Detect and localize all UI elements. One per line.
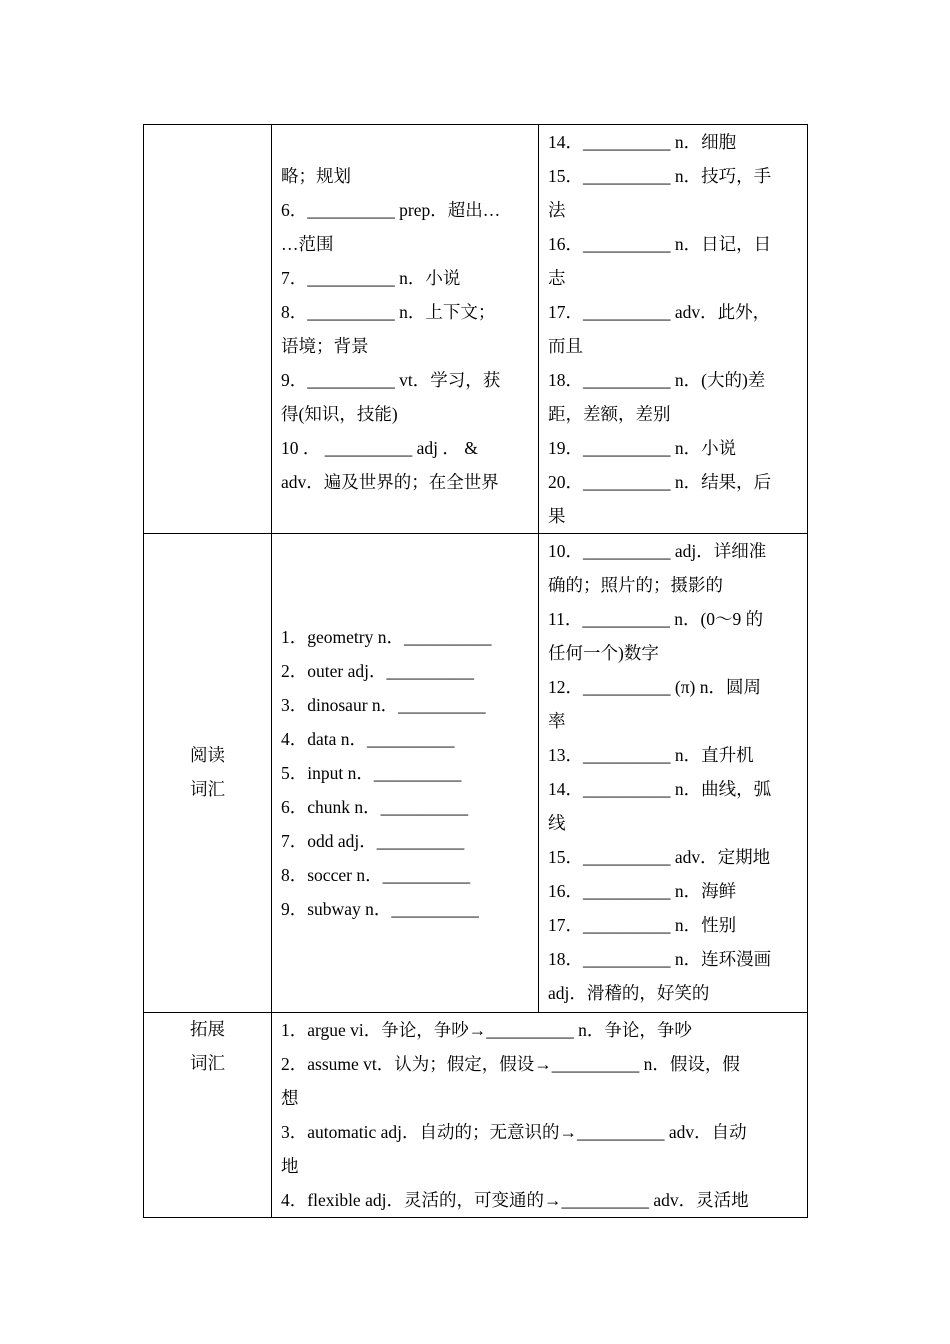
list-item: 13．__________ n．直升机 [548,745,754,765]
row-label-empty [144,125,272,534]
list-item: 4．data n．__________ [281,729,455,749]
list-item: 15．__________ n．技巧，手 [548,166,772,186]
list-item: 17．__________ n．性别 [548,915,737,935]
list-item: 任何一个)数字 [548,643,659,663]
extension-word-list-cell [272,1013,808,1218]
table-row [144,125,808,534]
list-item: 7．__________ n．小说 [281,268,461,288]
list-item: 3．automatic adj．自动的；无意识的→__________ adv．自动 [281,1122,747,1142]
list-item: 志 [548,268,566,288]
list-item: 果 [548,506,566,526]
table-row [144,1013,808,1218]
list-item: 8．__________ n．上下文； [281,302,496,322]
list-item: 14．__________ n．细胞 [548,132,737,152]
list-item: 2．outer adj．__________ [281,661,474,681]
list-item: 16．__________ n．海鲜 [548,881,737,901]
word-list-cell [539,125,808,534]
list-item: 确的；照片的；摄影的 [548,575,723,595]
word-list-cell [272,125,539,534]
list-item: 15．__________ adv．定期地 [548,847,771,867]
list-item: 地 [281,1156,299,1176]
list-item: 12．__________ (π) n．圆周 [548,677,761,697]
list-item: 法 [548,200,566,220]
list-item: 6．__________ prep．超出… [281,200,501,220]
list-item: 线 [548,813,566,833]
list-item: 9．__________ vt．学习，获 [281,370,501,390]
list-item: 7．odd adj．__________ [281,831,465,851]
list-item: 16．__________ n．日记，日 [548,234,772,254]
list-item: 1．geometry n．__________ [281,627,492,647]
list-item: 20．__________ n．结果，后 [548,472,772,492]
list-item: …范围 [281,234,334,254]
list-item: 距，差额，差别 [548,404,671,424]
list-item: 10 ． __________ adj ． & [281,438,478,458]
list-item: adv．遍及世界的；在全世界 [281,472,499,492]
list-item: 18．__________ n．连环漫画 [548,949,772,969]
list-item: 率 [548,711,566,731]
list-item: 18．__________ n．(大的)差 [548,370,766,390]
word-list-cell [539,534,808,1013]
list-item: 5．input n．__________ [281,763,462,783]
list-item: 而且 [548,336,583,356]
list-item: 8．soccer n．__________ [281,865,471,885]
list-item: 19．__________ n．小说 [548,438,737,458]
list-item: 得(知识，技能) [281,404,398,424]
list-item: 1．argue vi．争论，争吵→__________ n．争论，争吵 [281,1020,692,1040]
word-list-cell [272,534,539,1013]
list-item: 9．subway n．__________ [281,899,479,919]
vocabulary-table [143,124,808,1218]
list-item: 4．flexible adj．灵活的，可变通的→__________ adv．灵活地 [281,1190,749,1210]
list-item: 17．__________ adv．此外， [548,302,771,322]
list-item: 想 [281,1088,299,1108]
list-item: 11．__________ n．(0～9 的 [548,609,764,629]
list-item: 14．__________ n．曲线，弧 [548,779,772,799]
list-item: 语境；背景 [281,336,369,356]
reading-vocabulary-label: 阅读 词汇 [144,534,272,1013]
list-item: 3．dinosaur n．__________ [281,695,486,715]
list-item: 2．assume vt．认为；假定，假设→__________ n．假设，假 [281,1054,740,1074]
list-item: 10．__________ adj．详细准 [548,541,767,561]
list-item: 略；规划 [281,166,351,186]
extension-vocabulary-label: 拓展 词汇 [144,1013,272,1218]
list-item: 6．chunk n．__________ [281,797,469,817]
list-item: adj．滑稽的，好笑的 [548,983,710,1003]
table-row [144,534,808,1013]
